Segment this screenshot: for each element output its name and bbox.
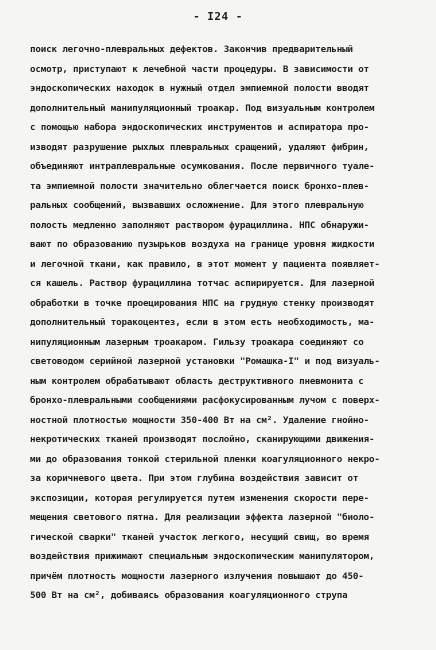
text-line: эндоскопических находок в нужный отдел эмпиемной полости вводят (30, 83, 370, 94)
text-line: причём плотность мощности лазерного излучения повышают до 450- (30, 570, 364, 582)
body-text (30, 40, 420, 606)
text-line: поиск легочно-плевральных дефектов. Закончив предварительный (30, 44, 353, 55)
text-line: мещения светового пятна. Для реализации эффекта лазерной "биоло- (30, 512, 375, 523)
text-line: нипуляционным лазерным троакаром. Гильзу троакара соединяют со (30, 336, 364, 348)
text-line: ральных сообщений, вызвавших осложнение. Для этого плевральную (30, 200, 364, 211)
text-line: дополнительный торакоцентез, если в этом есть необходимость, ма- (30, 317, 375, 328)
text-line: полость медленно заполняют раствором фурациллина. НПС обнаружи- (30, 219, 370, 231)
text-line: та эмпиемной полости значительно облегчается поиск бронхо-плев- (30, 180, 370, 192)
text-line: осмотр, приступают к лечебной части процедуры. В зависимости от (30, 63, 370, 75)
text-line: воздействия прижимают специальным эндоскопическим манипулятором, (30, 551, 375, 562)
text-line: обработки в точке проецирования НПС на грудную стенку производят (30, 297, 375, 309)
text-line: вают по образованию пузырьков воздуха на границе уровня жидкости (30, 239, 375, 250)
page-number: - I24 - (193, 10, 243, 23)
text-line: гической сварки" тканей участок легкого, несущий свищ, во время (30, 531, 370, 543)
text-line: ми до образования тонкой стерильной пленки коагуляционного некро- (30, 453, 380, 465)
text-line: с помощью набора эндоскопических инструментов и аспиратора про- (30, 122, 370, 133)
text-line: объединяют интраплевральные осумкования. После первичного туале- (30, 161, 375, 172)
text-line: 500 Вт на см², добиваясь образования коагуляционного струпа (30, 590, 348, 601)
text-line: ся кашель. Раствор фурациллина тотчас аспирируется. Для лазерной (30, 278, 375, 289)
text-line: экспозиции, которая регулируется путем изменения скорости пере- (30, 492, 370, 504)
text-line: некротических тканей производят послойно, сканирующими движения- (30, 434, 375, 445)
text-line: изводят разрушение рыхлых плевральных сращений, удаляют фибрин, (30, 141, 370, 153)
text-line: ным контролем обрабатывают область деструктивного пневмонита с (30, 375, 364, 387)
text-line: бронхо-плевральными сообщениями расфокусированным лучом с поверх- (30, 395, 380, 406)
text-line: ностной плотностью мощности 350-400 Вт на см². Удаление гнойно- (30, 414, 370, 426)
text-line: дополнительный манипуляционный троакар. Под визуальным контролем (30, 102, 375, 114)
text-line: и легочной ткани, как правило, в этот момент у пациента появляет- (30, 258, 380, 270)
text-line: световодом серийной лазерной установки "Ромашка-I" и под визуаль- (30, 356, 380, 367)
text-line: за коричневого цвета. При этом глубина воздействия зависит от (30, 473, 359, 484)
